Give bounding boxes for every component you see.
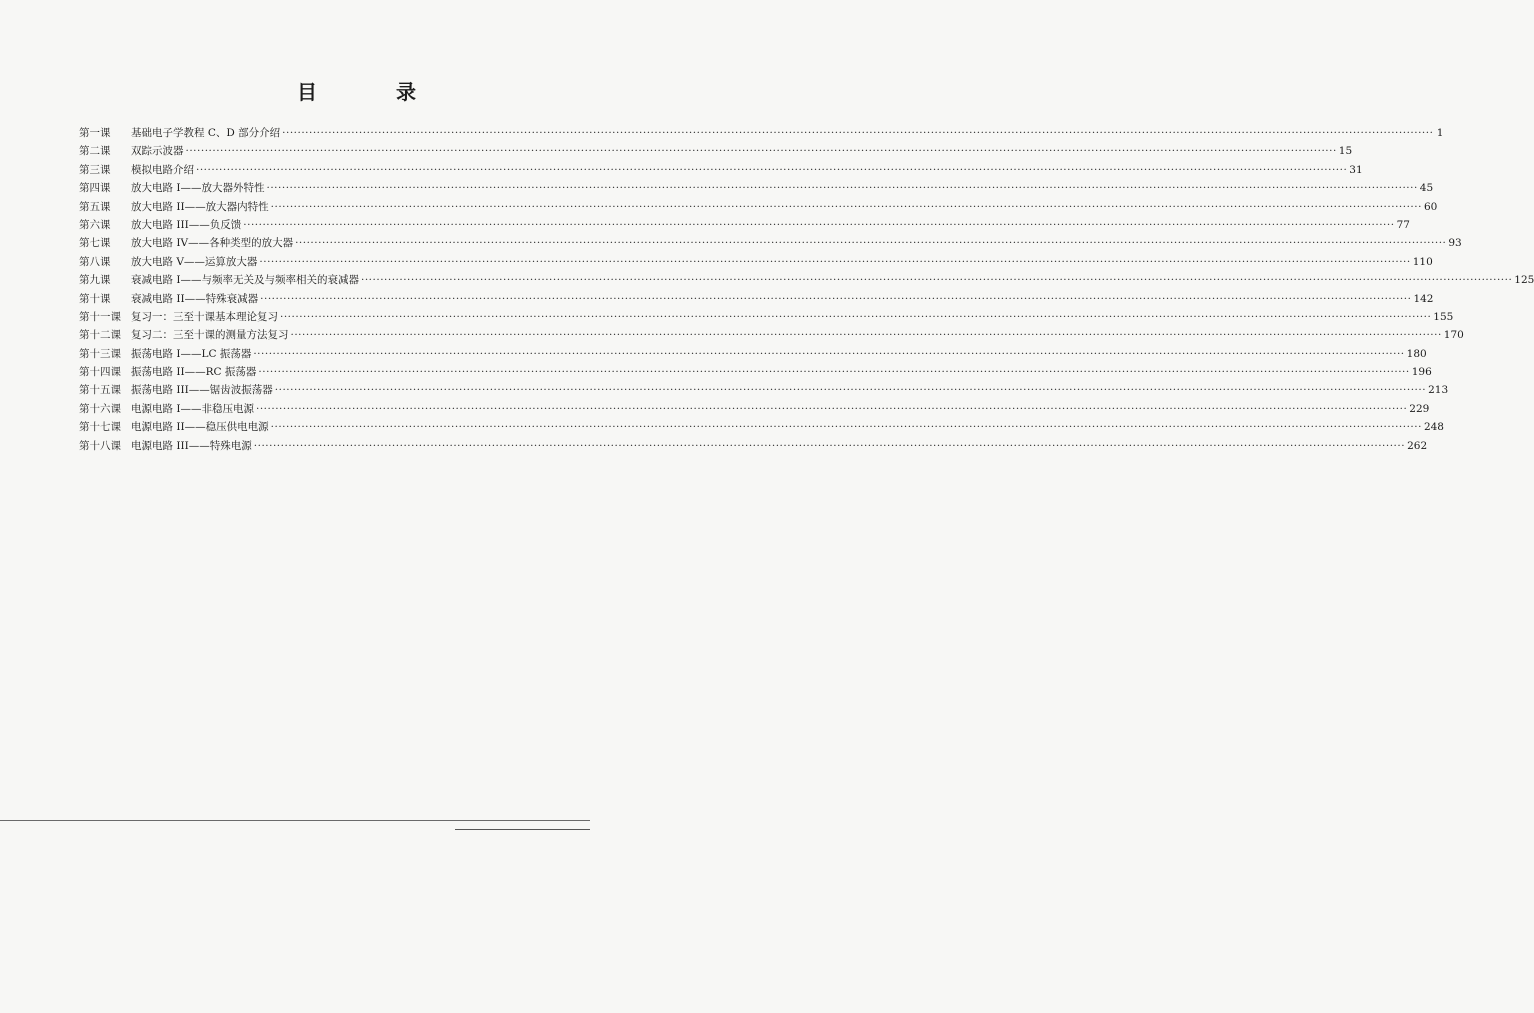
toc-page-number: 213 bbox=[1428, 384, 1449, 397]
toc-leader-dots: ············································································································································································································································································································ bbox=[243, 218, 1395, 231]
table-of-contents bbox=[79, 124, 1534, 455]
toc-entry bbox=[79, 345, 1427, 363]
toc-leader-dots: ············································································································································································································································································································ bbox=[266, 182, 1418, 195]
toc-lesson-number: 第十八课 bbox=[79, 439, 121, 452]
toc-page-number: 77 bbox=[1396, 218, 1410, 231]
toc-page-number: 31 bbox=[1349, 163, 1363, 176]
toc-leader-dots: ············································································································································································································································································································ bbox=[185, 145, 1337, 158]
toc-lesson-title: 基础电子学教程 C、D 部分介绍 bbox=[131, 127, 281, 139]
toc-leader-dots: ············································································································································································································································································································ bbox=[256, 402, 1408, 415]
toc-lesson-title: 复习二：三至十课的测量方法复习 bbox=[131, 329, 289, 342]
toc-leader-dots: ············································································································································································································································································································ bbox=[260, 292, 1412, 305]
toc-entry bbox=[79, 400, 1430, 418]
toc-lesson-number: 第十三课 bbox=[79, 347, 121, 360]
toc-page-number: 110 bbox=[1412, 255, 1433, 268]
toc-entry bbox=[79, 271, 1534, 289]
toc-entry bbox=[79, 363, 1432, 381]
toc-page-number: 248 bbox=[1423, 421, 1444, 434]
toc-lesson-number: 第十课 bbox=[79, 292, 111, 305]
toc-entry bbox=[79, 418, 1444, 436]
toc-leader-dots: ············································································································································································································································································································ bbox=[361, 274, 1513, 287]
toc-entry bbox=[79, 290, 1434, 308]
toc-entry bbox=[79, 234, 1462, 252]
toc-leader-dots: ············································································································································································································································································································ bbox=[253, 347, 1405, 360]
toc-lesson-title: 模拟电路介绍 bbox=[131, 163, 194, 176]
toc-entry bbox=[79, 308, 1454, 326]
scan-line bbox=[455, 829, 590, 830]
toc-lesson-number: 第七课 bbox=[79, 237, 111, 250]
toc-lesson-title: 复习一：三至十课基本理论复习 bbox=[131, 310, 278, 323]
toc-lesson-title: 衰减电路 II——特殊衰减器 bbox=[131, 292, 259, 305]
toc-leader-dots: ············································································································································································································································································································ bbox=[270, 421, 1422, 434]
toc-page-number: 180 bbox=[1406, 347, 1427, 360]
toc-lesson-number: 第六课 bbox=[79, 218, 111, 231]
toc-lesson-number: 第十五课 bbox=[79, 384, 121, 397]
toc-entry bbox=[79, 124, 1444, 142]
toc-leader-dots: ············································································································································································································································································································ bbox=[270, 200, 1422, 213]
toc-lesson-title: 电源电路 II——稳压供电电源 bbox=[131, 421, 269, 434]
toc-lesson-title: 放大电路 II——放大器内特性 bbox=[131, 200, 269, 213]
toc-lesson-number: 第一课 bbox=[79, 127, 111, 139]
toc-leader-dots: ············································································································································································································································································································ bbox=[280, 310, 1432, 323]
toc-page-number: 45 bbox=[1419, 182, 1434, 195]
toc-leader-dots: ············································································································································································································································································································ bbox=[259, 255, 1411, 268]
toc-entry bbox=[79, 253, 1433, 271]
toc-entry bbox=[79, 437, 1428, 455]
toc-lesson-title: 振荡电路 II——RC 振荡器 bbox=[131, 366, 257, 379]
toc-lesson-number: 第八课 bbox=[79, 255, 111, 268]
toc-lesson-number: 第十二课 bbox=[79, 329, 121, 342]
toc-lesson-number: 第四课 bbox=[79, 182, 111, 195]
toc-page-number: 170 bbox=[1443, 329, 1464, 342]
scan-line bbox=[0, 820, 590, 821]
toc-leader-dots: ············································································································································································································································································································ bbox=[196, 163, 1348, 176]
toc-page-number: 15 bbox=[1338, 145, 1353, 158]
toc-lesson-number: 第二课 bbox=[79, 145, 111, 158]
toc-leader-dots: ············································································································································································································································································································ bbox=[253, 439, 1406, 452]
toc-lesson-title: 电源电路 I——非稳压电源 bbox=[131, 402, 254, 415]
toc-page-number: 1 bbox=[1436, 127, 1444, 139]
toc-page-number: 229 bbox=[1409, 402, 1430, 415]
toc-lesson-title: 振荡电路 III——锯齿波振荡器 bbox=[131, 384, 273, 397]
toc-lesson-number: 第十一课 bbox=[79, 310, 121, 323]
toc-entry bbox=[79, 198, 1438, 216]
toc-lesson-number: 第三课 bbox=[79, 163, 111, 176]
toc-leader-dots: ············································································································································································································································································································ bbox=[282, 127, 1434, 139]
toc-leader-dots: ············································································································································································································································································································ bbox=[258, 366, 1410, 379]
toc-leader-dots: ············································································································································································································································································································ bbox=[290, 329, 1442, 342]
toc-lesson-title: 放大电路 I——放大器外特性 bbox=[131, 182, 265, 195]
toc-lesson-number: 第五课 bbox=[79, 200, 111, 213]
toc-entry bbox=[79, 161, 1363, 179]
toc-page-number: 196 bbox=[1411, 366, 1432, 379]
toc-entry bbox=[79, 326, 1464, 344]
toc-lesson-number: 第十六课 bbox=[79, 402, 121, 415]
toc-leader-dots: ············································································································································································································································································································ bbox=[295, 237, 1447, 250]
toc-page-number: 60 bbox=[1423, 200, 1438, 213]
toc-entry bbox=[79, 216, 1410, 234]
toc-entry bbox=[79, 142, 1353, 160]
toc-lesson-number: 第十四课 bbox=[79, 366, 121, 379]
toc-lesson-title: 电源电路 III——特殊电源 bbox=[131, 439, 252, 452]
toc-leader-dots: ············································································································································································································································································································ bbox=[274, 384, 1427, 397]
toc-lesson-title: 放大电路 IV——各种类型的放大器 bbox=[131, 237, 294, 250]
toc-lesson-title: 放大电路 III——负反馈 bbox=[131, 218, 242, 231]
page-title: 目 录 bbox=[297, 80, 452, 104]
toc-page-number: 155 bbox=[1433, 310, 1454, 323]
toc-page-number: 262 bbox=[1407, 439, 1428, 452]
toc-entry bbox=[79, 381, 1449, 399]
toc-entry bbox=[79, 179, 1434, 197]
toc-lesson-title: 振荡电路 I——LC 振荡器 bbox=[131, 347, 252, 360]
toc-lesson-title: 衰减电路 I——与频率无关及与频率相关的衰减器 bbox=[131, 274, 359, 287]
toc-page-number: 93 bbox=[1448, 237, 1462, 250]
toc-page-number: 142 bbox=[1413, 292, 1434, 305]
toc-lesson-number: 第十七课 bbox=[79, 421, 121, 434]
toc-lesson-title: 放大电路 V——运算放大器 bbox=[131, 255, 258, 268]
toc-lesson-title: 双踪示波器 bbox=[131, 145, 184, 158]
toc-page-number: 125 bbox=[1514, 274, 1534, 287]
toc-lesson-number: 第九课 bbox=[79, 274, 111, 287]
